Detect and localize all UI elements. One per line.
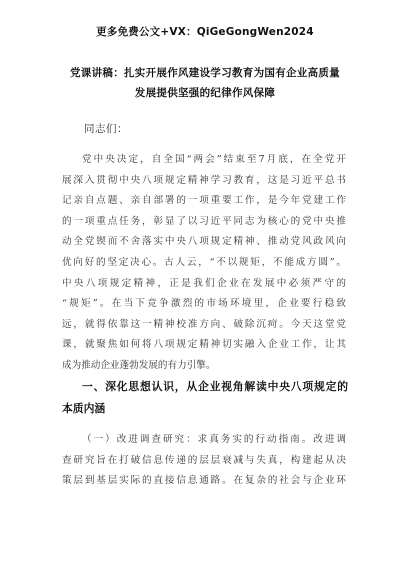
- text-line: “规矩”。在当下竞争激烈的市场环境里，企业要行稳致: [62, 298, 346, 310]
- text-line: 的一项重点任务，彰显了以习近平同志为核心的党中央推: [62, 215, 346, 227]
- text-line: 党中央决定，自全国“两会”结束至7月底，在全党开: [82, 154, 346, 165]
- document-title: [40, 63, 370, 103]
- text-line: 记亲自点题、亲自部署的一项重要工作，是今年党建工作: [62, 195, 346, 207]
- title-line: 发展提供坚强的纪律作风保障: [134, 87, 276, 99]
- text-line: 成为推动企业蓬勃发展的有力引擎。: [62, 359, 216, 371]
- section-heading: [62, 376, 348, 420]
- heading-line: 本质内涵: [62, 402, 106, 415]
- heading-line: 一、深化思想认识，从企业视角解读中央八项规定的: [82, 380, 348, 393]
- greeting: 同志们：: [84, 123, 128, 135]
- text-line: 查研究旨在打破信息传递的层层衰减与失真，构建起从决: [62, 454, 346, 466]
- text-line: （一）改进调查研究：求真务实的行动指南。改进调: [82, 434, 346, 445]
- paragraph-subsection: [62, 430, 346, 492]
- text-line: 策层到基层实际的直接信息通路。在复杂的社会与企业环: [62, 475, 346, 487]
- title-line: 党课讲稿：扎实开展作风建设学习教育为国有企业高质量: [70, 67, 340, 79]
- text-line: 展深入贯彻中央八项规定精神学习教育，这是习近平总书: [62, 174, 346, 186]
- text-line: 课，就聚焦如何将八项规定精神切实融入企业工作，让其: [62, 339, 346, 351]
- promo-banner: 更多免费公文+VX：QiGeGongWen2024: [96, 26, 314, 38]
- text-line: 远，就得依靠这一精神校准方向、破除沉疴。今天这堂党: [62, 318, 346, 330]
- paragraph-intro: [62, 150, 346, 377]
- text-line: 优向好的坚定决心。古人云，“不以规矩，不能成方圆”。: [62, 256, 346, 268]
- text-line: 动全党锲而不舍落实中央八项规定精神、推动党风政风向: [62, 236, 346, 248]
- text-line: 中央八项规定精神，正是我们企业在发展中必须严守的: [62, 277, 346, 289]
